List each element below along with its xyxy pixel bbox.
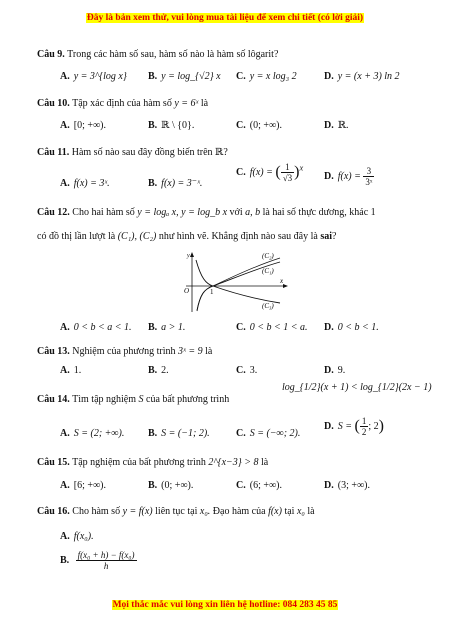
q10-option-d[interactable]: D. ℝ. [324, 120, 349, 131]
q14-inequality: log_{1/2}(x + 1) < log_{1/2}(2x − 1) [282, 382, 432, 393]
q10-option-a[interactable]: A. [0; +∞). [60, 120, 106, 131]
x-axis-arrow [283, 284, 288, 288]
q11-option-c[interactable]: C. f(x) = ( $\frac{1}{√3}$ )$^x$ [236, 162, 304, 183]
origin-label: O [184, 287, 190, 295]
c3-label: (C₃) [262, 302, 274, 310]
q14-option-a[interactable]: A. S = (2; +∞). [60, 428, 125, 439]
q11-option-b[interactable]: B. f(x) = 3⁻ˣ. [148, 178, 203, 189]
header-banner: Đây là bản xem thử, vui lòng mua tài liệu để xem chi tiết (có lời giải) [86, 13, 364, 23]
question-10: Câu 10. Tập xác định của hàm số y = 6ˣ là [37, 98, 209, 109]
q9-option-b[interactable]: B. y = log_{√2} x [148, 71, 221, 82]
q11-option-a[interactable]: A. f(x) = 3ˣ. [60, 178, 110, 189]
q13-option-a[interactable]: A. 1. [60, 365, 82, 376]
q9-option-a[interactable]: A. y = 3^{log x} [60, 71, 127, 82]
q13-option-d[interactable]: D. 9. [324, 365, 346, 376]
q9-option-c[interactable]: C. y = x log₃ 2 [236, 71, 297, 82]
q13-option-b[interactable]: B. 2. [148, 365, 169, 376]
q12-option-a[interactable]: A. 0 < b < a < 1. [60, 322, 132, 333]
q15-option-d[interactable]: D. (3; +∞). [324, 480, 370, 491]
q12-option-c[interactable]: C. 0 < b < 1 < a. [236, 322, 308, 333]
question-11: Câu 11. Hàm số nào sau đây đồng biến trên ℝ? [37, 147, 228, 158]
x-axis-label: x [280, 277, 284, 285]
question-text: Trong các hàm số sau, hàm số nào là hàm số lôgarit? [67, 49, 279, 60]
c2-label: (C₂) [262, 252, 274, 260]
question-9 [37, 49, 278, 60]
q12-option-b[interactable]: B. a > 1. [148, 322, 186, 333]
q15-option-b[interactable]: B. (0; +∞). [148, 480, 194, 491]
q10-option-c[interactable]: C. (0; +∞). [236, 120, 282, 131]
q14-option-b[interactable]: B. S = (−1; 2). [148, 428, 210, 439]
q13-option-c[interactable]: C. 3. [236, 365, 258, 376]
question-13: Câu 13. Nghiệm của phương trình 3ˣ = 9 là [37, 346, 213, 357]
question-15: Câu 15. Tập nghiệm của bất phương trình 2^{x−3} > 8 là [37, 457, 269, 468]
question-number: Câu 9. [37, 49, 65, 60]
q15-option-a[interactable]: A. [6; +∞). [60, 480, 106, 491]
q12-option-d[interactable]: D. 0 < b < 1. [324, 322, 379, 333]
q9-option-d[interactable]: D. y = (x + 3) ln 2 [324, 71, 400, 82]
q15-option-c[interactable]: C. (6; +∞). [236, 480, 282, 491]
footer-banner: Mọi thắc mắc vui lòng xin liên hệ hotline: 084 283 45 85 [112, 600, 338, 610]
log-graph [180, 248, 290, 314]
y-axis-label: y [187, 253, 190, 259]
q16-option-a[interactable]: A. f(x₀). [60, 531, 94, 542]
question-12: Câu 12. Cho hai hàm số y = logₐ x, y = log_b x với a, b là hai số thực dương, khác 1 [37, 207, 376, 218]
y-axis-arrow [190, 252, 194, 257]
q16-option-b[interactable]: B. $\frac{\text{f(x₀ + h) − f(x₀)}}{h}$ [60, 550, 135, 571]
q11-option-d[interactable]: D. f(x) = $\frac{3}{\text{3ˣ}}$ [324, 166, 373, 187]
one-label: 1 [210, 288, 214, 296]
q10-option-b[interactable]: B. ℝ \ {0}. [148, 120, 195, 131]
question-12-line-2: có đồ thị lần lượt là (C₁), (C₂) như hình vẽ. Khẳng định nào sau đây là sai? [37, 231, 337, 242]
question-14: Câu 14. Tìm tập nghiệm S của bất phương trình [37, 394, 230, 405]
q14-option-c[interactable]: C. S = (−∞; 2). [236, 428, 301, 439]
q14-option-d[interactable]: D. S = ( $\frac{1}{2}$ ; 2) [324, 416, 384, 437]
question-16: Câu 16. Cho hàm số y = f(x) liên tục tại x₀. Đạo hàm của f(x) tại x₀ là [37, 506, 315, 517]
c1-label: (C₁) [262, 267, 274, 275]
